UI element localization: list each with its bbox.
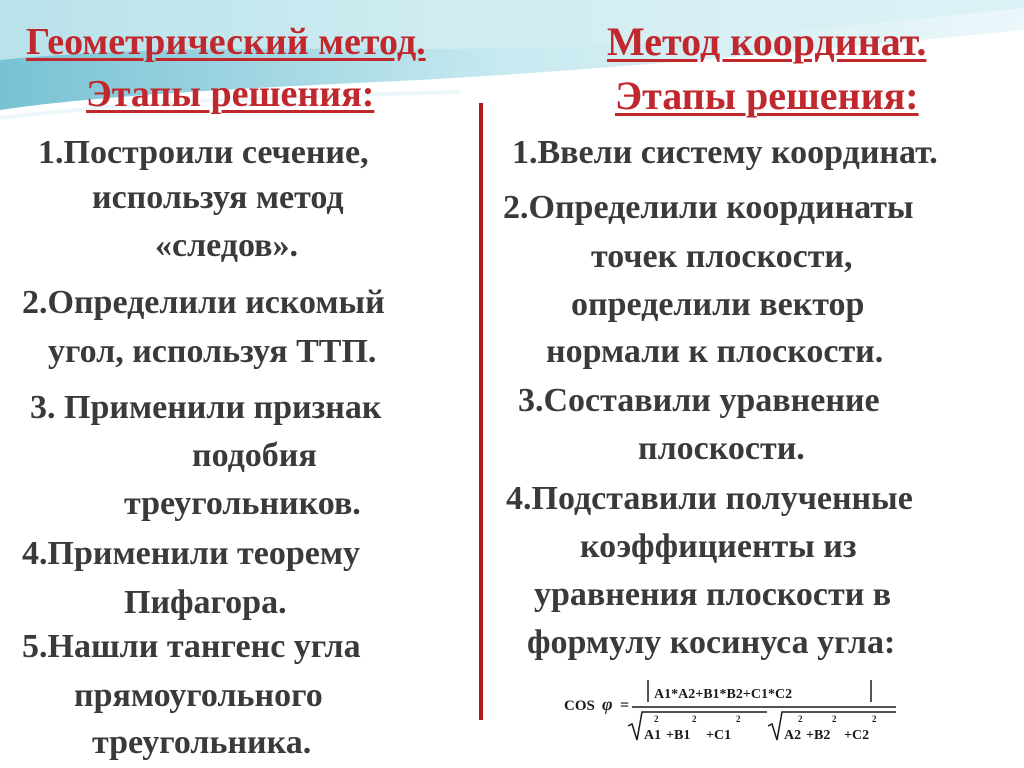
formula-equals: = <box>620 697 630 714</box>
formula-a2: A2 <box>784 728 802 743</box>
left-step-line: 2.Определили искомый <box>22 284 385 321</box>
right-step-line: формулу косинуса угла: <box>527 624 896 661</box>
left-title <box>26 20 426 64</box>
left-step-line: Пифагора. <box>124 584 287 621</box>
left-title-line1: Геометрический метод. <box>26 21 426 63</box>
formula-exp: 2 <box>692 714 697 724</box>
right-step-line: нормали к плоскости. <box>546 333 884 370</box>
formula-cos: COS <box>564 698 595 714</box>
formula-b1: +B1 <box>666 728 691 743</box>
left-step-line: подобия <box>192 437 317 474</box>
left-step-line: угол, используя ТТП. <box>48 333 377 370</box>
right-step-line: коэффициенты из <box>580 528 857 565</box>
right-step-line: уравнения плоскости в <box>534 576 892 613</box>
left-step-line: треугольника. <box>92 724 312 761</box>
left-step-line: прямоугольного <box>74 677 323 714</box>
right-title <box>607 20 926 64</box>
left-title-line2: Этапы решения: <box>86 73 375 115</box>
formula-phi: φ <box>602 694 613 714</box>
left-step-line: 3. Применили признак <box>30 389 382 426</box>
formula-exp: 2 <box>798 714 803 724</box>
formula-exp: 2 <box>872 714 877 724</box>
right-step-line: 4.Подставили полученные <box>506 480 913 517</box>
formula-exp: 2 <box>654 714 659 724</box>
formula-exp: 2 <box>736 714 741 724</box>
right-step-line: 2.Определили координаты <box>503 189 914 226</box>
left-step-line: треугольников. <box>124 485 361 522</box>
right-step-line: 3.Составили уравнение <box>518 382 880 419</box>
formula-c1: +C1 <box>706 728 732 743</box>
left-step-line: «следов». <box>155 227 299 264</box>
cosine-formula <box>562 676 902 746</box>
formula-exp: 2 <box>832 714 837 724</box>
right-step-line: точек плоскости, <box>591 238 853 275</box>
left-step-line: 4.Применили теорему <box>22 535 360 572</box>
right-title-line1: Метод координат. <box>607 19 927 64</box>
right-step-line: 1.Ввели систему координат. <box>512 134 938 171</box>
formula-a1: A1 <box>644 728 662 743</box>
left-step-line: используя метод <box>92 179 344 216</box>
right-subtitle <box>615 74 919 118</box>
column-divider <box>479 103 483 720</box>
formula-c2: +C2 <box>844 728 870 743</box>
right-step-line: плоскости. <box>638 430 805 467</box>
formula-numerator: A1*A2+B1*B2+C1*C2 <box>654 687 793 702</box>
left-step-line: 1.Построили сечение, <box>38 134 369 171</box>
left-step-line: 5.Нашли тангенс угла <box>22 628 361 665</box>
right-title-line2: Этапы решения: <box>615 73 919 118</box>
right-step-line: определили вектор <box>571 286 865 323</box>
left-subtitle <box>86 72 374 116</box>
formula-b2: +B2 <box>806 728 831 743</box>
